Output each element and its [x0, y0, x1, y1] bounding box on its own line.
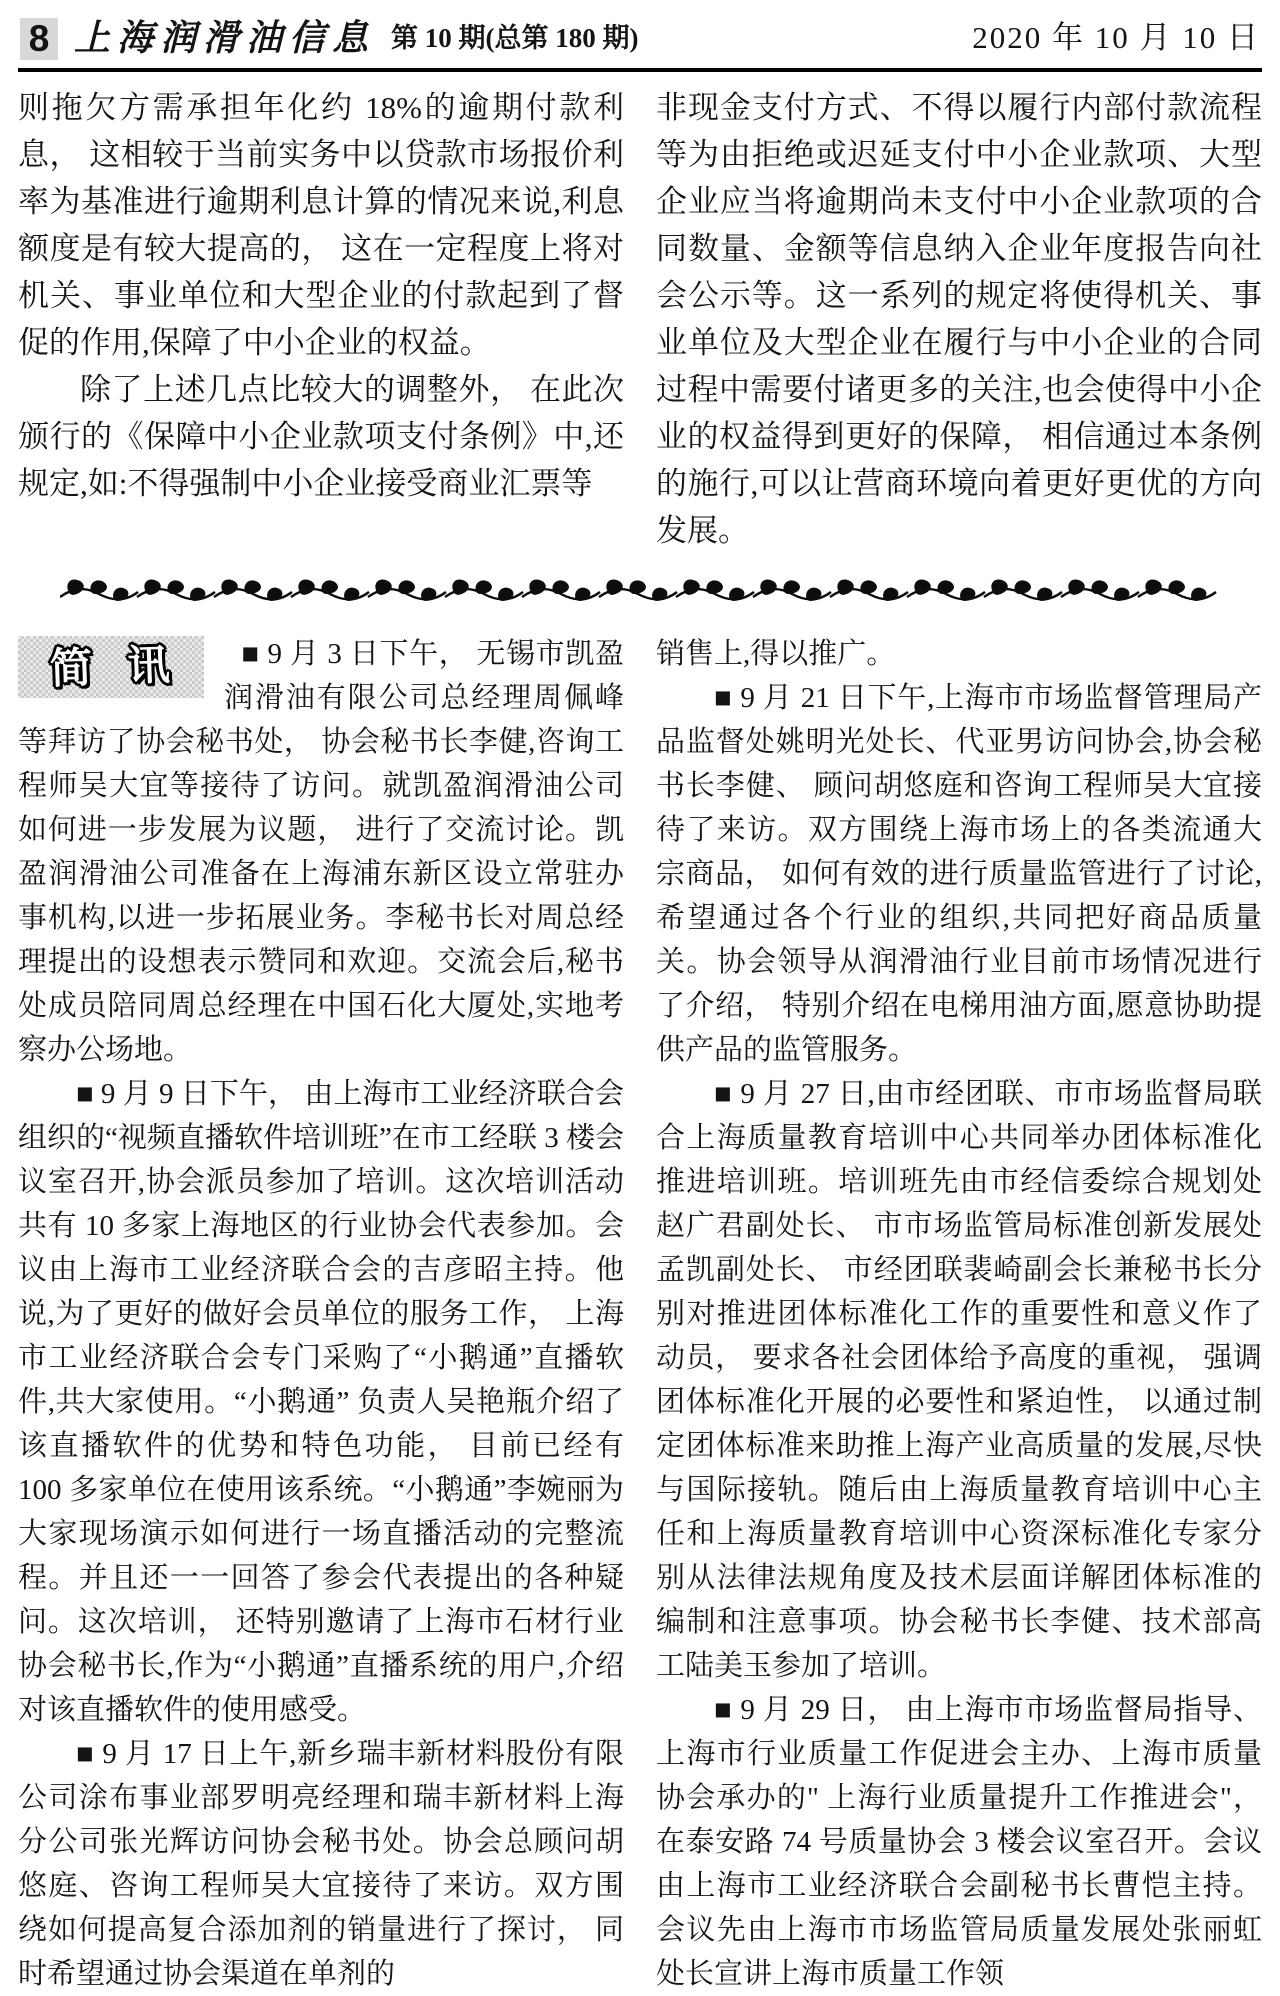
vine-divider-ornament	[60, 576, 1220, 604]
briefs-section-badge	[18, 636, 204, 698]
article-paragraph: 非现金支付方式、不得以履行内部付款流程等为由拒绝或迟延支付中小企业款项、大型企业应当将逾期尚未支付中小企业款项的合同数量、金额等信息纳入企业年度报告向社会公示等。这一系列的规定将使得机关、事业单位及大型企业在履行与中小企业的合同过程中需要付诸更多的关注,也会使得中小企业的权益得到更好的保障， 相信通过本条例的施行,可以让营商环境向着更好更优的方向发展。	[656, 90, 1262, 548]
brief-item: ■ 9 月 9 日下午， 由上海市工业经济联合会组织的“视频直播软件培训班”在市工经联 3 楼会议室召开,协会派员参加了培训。这次培训活动共有 10 多家上海地区的行业协会代表参加。会议由上海市工业经济联合会的吉彦昭主持。他说,为了更好的做好会员单位的服务工作， 上海市工业经济联合会专门采购了“小鹅通”直播软件,共大家使用。“小鹅通” 负责人吴艳瓶介绍了该直播软件的优势和特色功能， 目前已经有 100 多家单位在使用该系统。“小鹅通”李婉丽为大家现场演示如何进行一场直播活动的完整流程。并且还一一回答了参会代表提出的各种疑问。这次培训， 还特别邀请了上海市石材行业协会秘书长,作为“小鹅通”直播系统的用户,介绍对该直播软件的使用感受。	[18, 1078, 624, 1726]
brief-item: ■ 9 月 27 日,由市经团联、市市场监督局联合上海质量教育培训中心共同举办团体标准化推进培训班。培训班先由市经信委综合规划处赵广君副处长、 市市场监管局标准创新发展处孟凯副处长、 市经团联裴崎副会长兼秘书长分别对推进团体标准化工作的重要性和意义作了动员， 要求各社会团体给予高度的重视， 强调团体标准化开展的必要性和紧迫性， 以通过制定团体标准来助推上海产业高质量的发展,尽快与国际接轨。随后由上海质量教育培训中心主任和上海质量教育培训中心资深标准化专家分别从法律法规角度及技术层面详解团体标准的编制和注意事项。协会秘书长李健、技术部高工陆美玉参加了培训。	[656, 1078, 1262, 1682]
page-header	[10, 0, 1270, 66]
briefs-badge-label: 简 讯	[49, 640, 183, 693]
article-paragraph: 则拖欠方需承担年化约 18%的逾期付款利息， 这相较于当前实务中以贷款市场报价利率为基准进行逾期利息计算的情况来说,利息额度是有较大提高的， 这在一定程度上将对机关、事业单位和大型企业的付款起到了督促的作用,保障了中小企业的权益。	[18, 90, 624, 360]
article-right-column	[656, 84, 1262, 554]
article-paragraph: 除了上述几点比较大的调整外， 在此次颁行的《保障中小企业款项支付条例》中,还规定,如:不得强制中小企业接受商业汇票等	[18, 372, 624, 501]
article-left-column	[18, 84, 624, 554]
brief-item: ■ 9 月 17 日上午,新乡瑞丰新材料股份有限公司涂布事业部罗明亮经理和瑞丰新材料上海分公司张光辉访问协会秘书处。协会总顾问胡悠庭、咨询工程师吴大宜接待了来访。双方围绕如何提高复合添加剂的销量进行了探讨， 同时希望通过协会渠道在单剂的	[18, 1738, 624, 1990]
briefs-left-column	[18, 632, 624, 1996]
page-number: 8	[20, 18, 58, 60]
brief-item: ■ 9 月 3 日下午， 无锡市凯盈润滑油有限公司总经理周佩峰等拜访了协会秘书处， 协会秘书长李健,咨询工程师吴大宜等接待了访问。就凯盈润滑油公司如何进一步发展为议题， 进行了交流讨论。凯盈润滑油公司准备在上海浦东新区设立常驻办事机构,以进一步拓展业务。李秘书长对周总经理提出的设想表示赞同和欢迎。交流会后,秘书处成员陪同周总经理在中国石化大厦处,实地考察办公场地。	[18, 638, 624, 1066]
masthead-title: 上海润滑油信息	[74, 18, 376, 58]
brief-item-continuation: 销售上,得以推广。	[656, 638, 896, 670]
publication-date: 2020 年 10 月 10 日	[972, 20, 1260, 55]
briefs-section	[10, 604, 1270, 1996]
article-section	[10, 72, 1270, 554]
brief-item: ■ 9 月 29 日， 由上海市市场监督局指导、上海市行业质量工作促进会主办、上海市质量协会承办的" 上海行业质量提升工作推进会"， 在泰安路 74 号质量协会 3 楼会议室召开。会议由上海市工业经济联合会副秘书长曹恺主持。会议先由上海市市场监管局质量发展处张丽虹处长宣讲上海市质量工作领	[656, 1694, 1262, 1990]
issue-info: 第 10 期(总第 180 期)	[391, 23, 639, 53]
brief-item: ■ 9 月 21 日下午,上海市市场监督管理局产品监督处姚明光处长、代亚男访问协会,协会秘书长李健、 顾问胡悠庭和咨询工程师吴大宜接待了来访。双方围绕上海市场上的各类流通大宗商品， 如何有效的进行质量监管进行了讨论,希望通过各个行业的组织,共同把好商品质量关。协会领导从润滑油行业目前市场情况进行了介绍， 特别介绍在电梯用油方面,愿意协助提供产品的监管服务。	[656, 682, 1262, 1066]
briefs-right-column	[656, 632, 1262, 1996]
